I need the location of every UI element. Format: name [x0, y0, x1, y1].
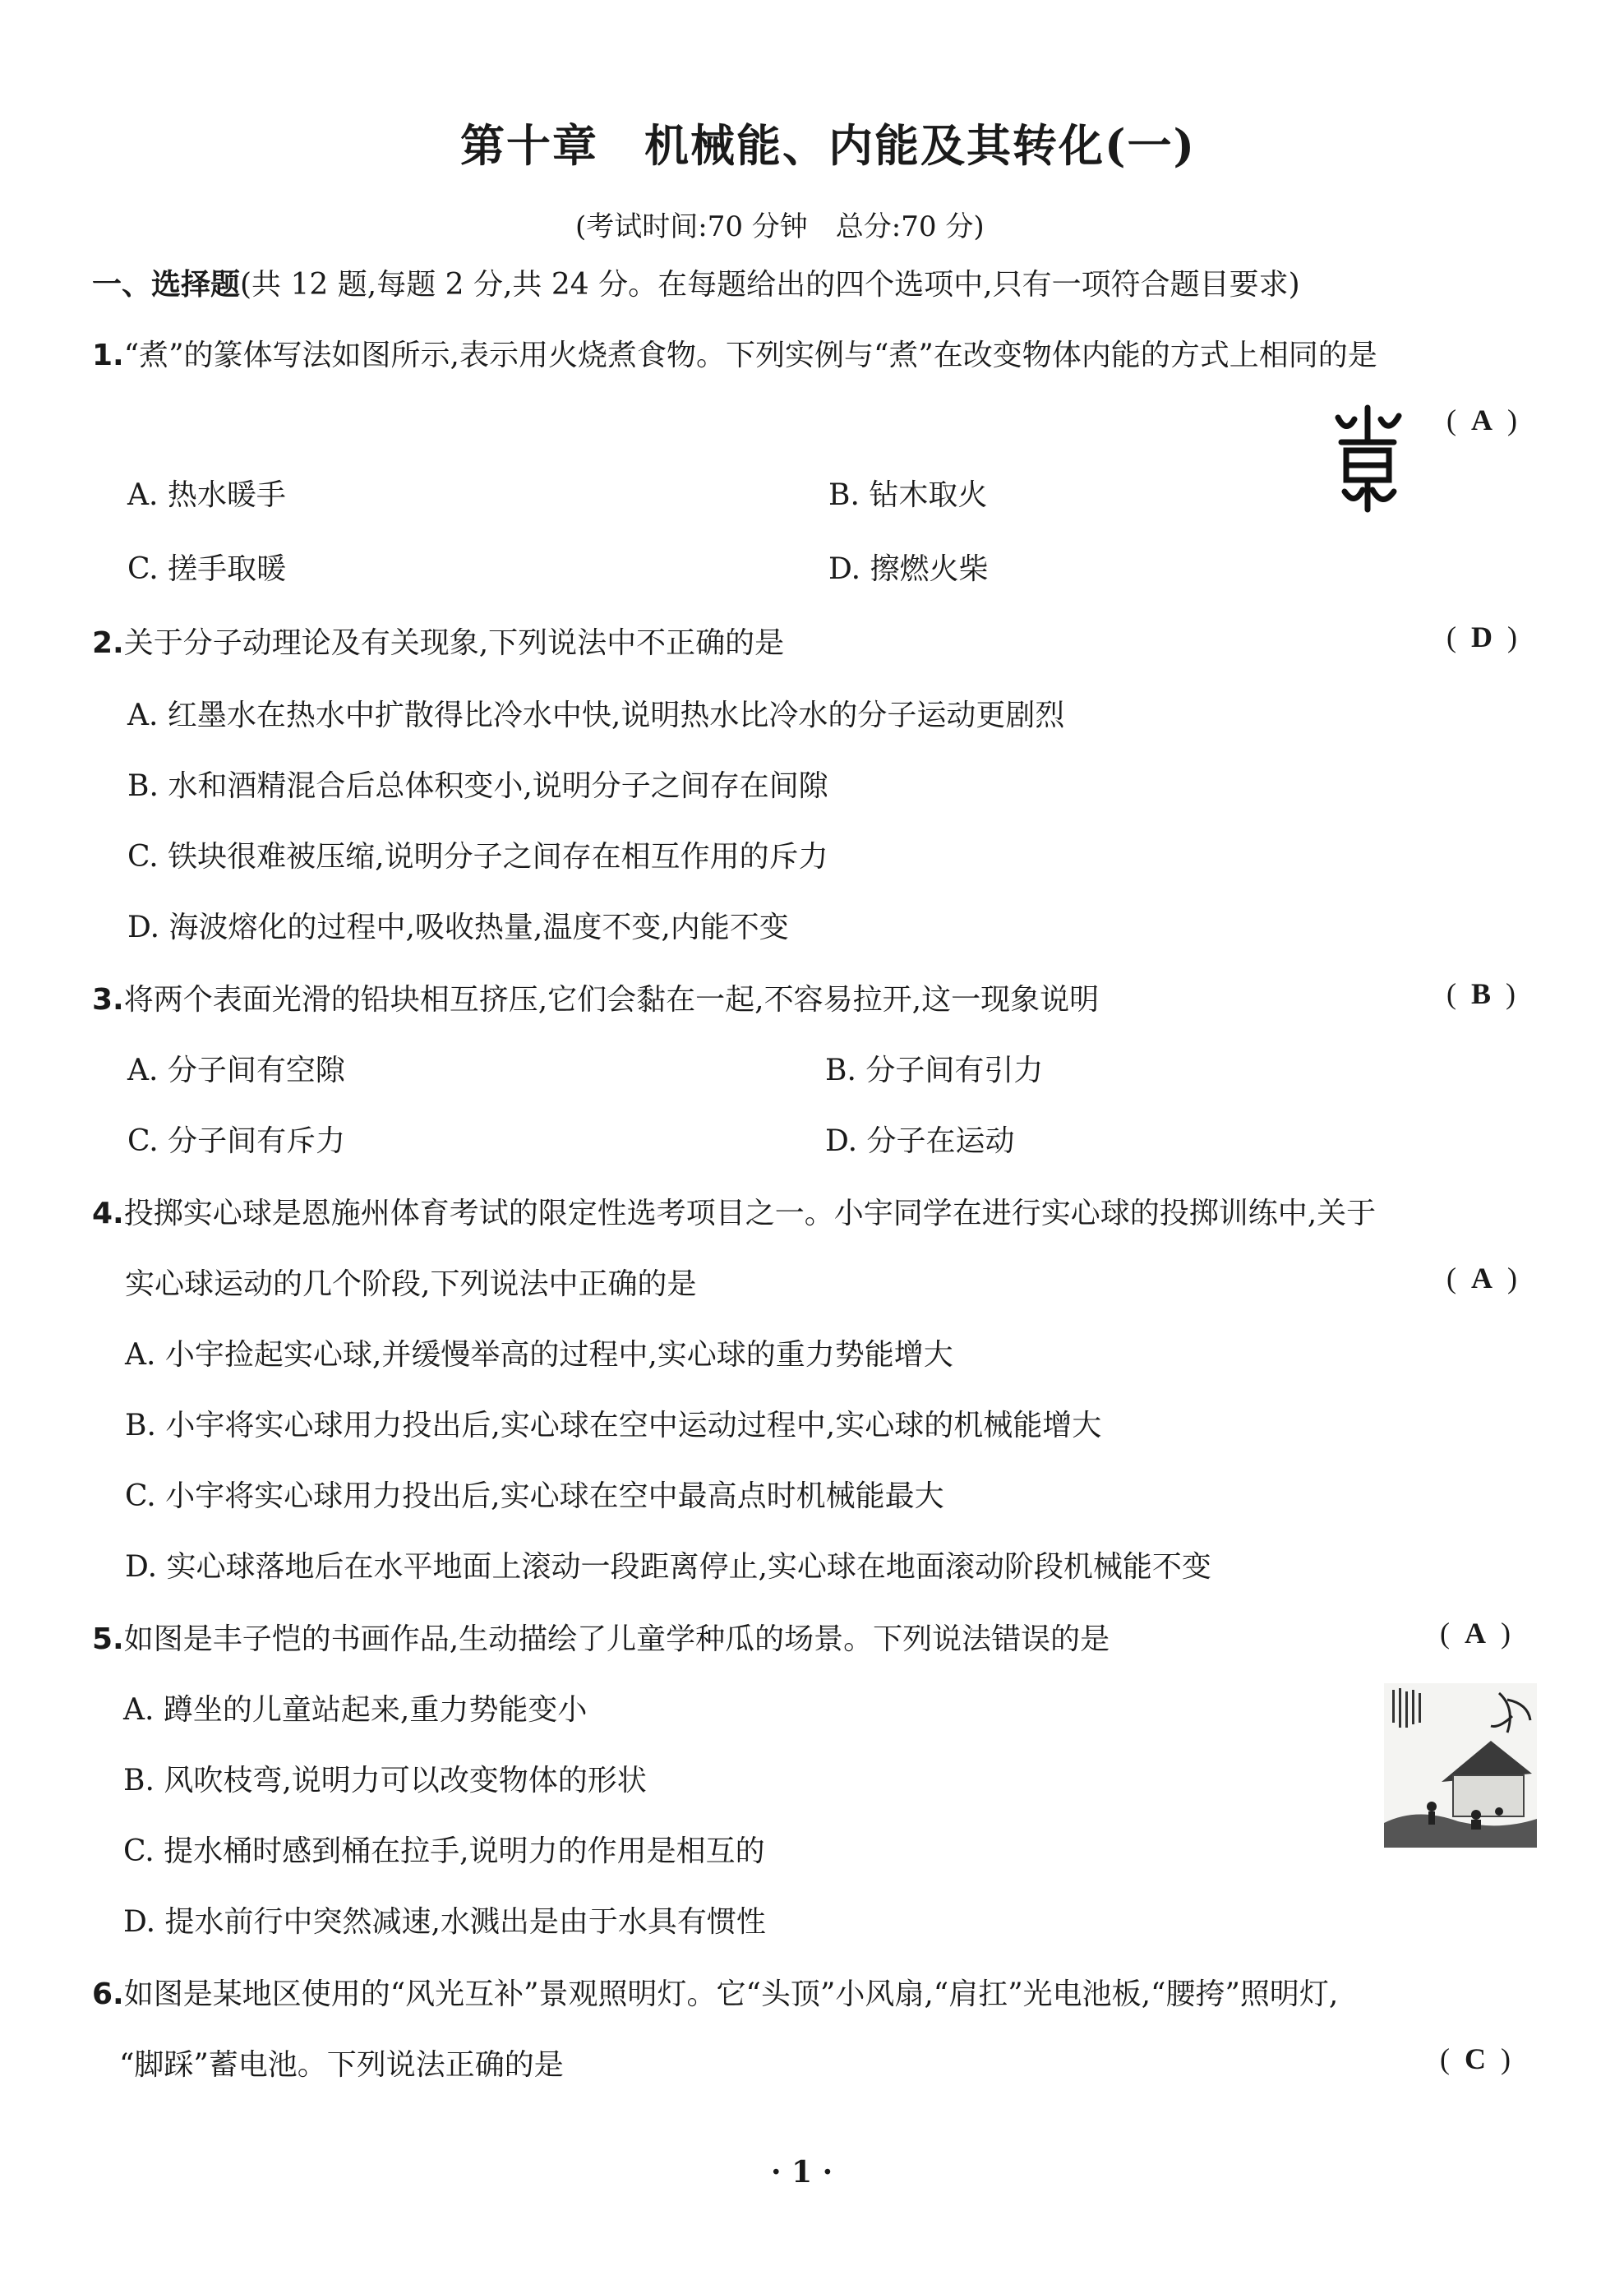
answer-mark: ( D ) — [1446, 621, 1517, 653]
option-a: A. 小宇捡起实心球,并缓慢举高的过程中,实心球的重力势能增大 — [125, 1338, 953, 1372]
answer-letter: A — [1471, 404, 1493, 436]
option-d: D. 实心球落地后在水平地面上滚动一段距离停止,实心球在地面滚动阶段机械能不变 — [125, 1550, 1211, 1584]
answer-letter: A — [1465, 1617, 1486, 1650]
option-c: C. 铁块很难被压缩,说明分子之间存在相互作用的斥力 — [127, 840, 828, 874]
section-heading — [92, 261, 1300, 303]
question-text: 如图是某地区使用的“风光互补”景观照明灯。它“头顶”小风扇,“肩扛”光电池板,“腰挎”照明灯, — [123, 1977, 1339, 2011]
answer-mark: ( C ) — [1440, 2042, 1511, 2075]
option-a: A. 分子间有空隙 — [127, 1054, 345, 1087]
answer-mark: ( B ) — [1446, 977, 1516, 1010]
answer-mark: ( A ) — [1446, 1262, 1517, 1294]
question-text: 将两个表面光滑的铅块相互挤压,它们会黏在一起,不容易拉开,这一现象说明 — [123, 983, 1100, 1017]
option-d: D. 提水前行中突然减速,水溅出是由于水具有惯性 — [123, 1905, 766, 1939]
question-text: “煮”的篆体写法如图所示,表示用火烧煮食物。下列实例与“煮”在改变物体内能的方式上相同的是 — [123, 339, 1377, 372]
option-c: C. 分子间有斥力 — [127, 1124, 346, 1158]
page-number: · 1 · — [771, 2155, 833, 2190]
answer-mark: ( A ) — [1446, 404, 1517, 436]
question-number: 5. — [92, 1622, 124, 1656]
answer-mark: ( A ) — [1440, 1617, 1511, 1650]
option-d: D. 分子在运动 — [825, 1124, 1015, 1158]
option-b: B. 风吹枝弯,说明力可以改变物体的形状 — [123, 1764, 647, 1797]
option-b: B. 分子间有引力 — [825, 1054, 1044, 1087]
question-text: 如图是丰子恺的书画作品,生动描绘了儿童学种瓜的场景。下列说法错误的是 — [123, 1622, 1110, 1656]
answer-letter: D — [1471, 621, 1493, 653]
option-d: D. 海波熔化的过程中,吸收热量,温度不变,内能不变 — [127, 911, 789, 944]
question-1-stem — [92, 332, 1377, 374]
option-c: C. 搓手取暖 — [127, 552, 287, 586]
option-b: B. 小宇将实心球用力投出后,实心球在空中运动过程中,实心球的机械能增大 — [125, 1409, 1102, 1442]
option-d: D. 擦燃火柴 — [828, 552, 989, 586]
question-4-stem-line1 — [92, 1190, 1376, 1232]
section-note: (共 12 题,每题 2 分,共 24 分。在每题给出的四个选项中,只有一项符合题目要求) — [240, 268, 1300, 302]
question-6-stem-line1 — [92, 1971, 1338, 2013]
question-number: 1. — [92, 339, 124, 372]
option-c: C. 提水桶时感到桶在拉手,说明力的作用是相互的 — [123, 1834, 765, 1868]
question-2-stem — [92, 620, 784, 662]
question-6-stem-line2: “脚踩”蓄电池。下列说法正确的是 — [119, 2048, 564, 2082]
feng-zikai-painting-image — [1384, 1683, 1537, 1848]
answer-letter: A — [1471, 1262, 1493, 1294]
seal-script-zhu-image — [1330, 401, 1405, 516]
option-b: B. 水和酒精混合后总体积变小,说明分子之间存在间隙 — [127, 769, 828, 803]
exam-info: (考试时间:70 分钟 总分:70 分) — [575, 210, 985, 243]
question-3-stem — [92, 976, 1099, 1018]
answer-letter: C — [1465, 2042, 1486, 2075]
option-a: A. 红墨水在热水中扩散得比冷水中快,说明热水比冷水的分子运动更剧烈 — [127, 699, 1065, 732]
option-a: A. 蹲坐的儿童站起来,重力势能变小 — [123, 1693, 588, 1727]
question-4-stem-line2: 实心球运动的几个阶段,下列说法中正确的是 — [125, 1267, 697, 1301]
answer-letter: B — [1471, 977, 1492, 1010]
question-5-stem — [92, 1616, 1110, 1658]
question-number: 4. — [92, 1197, 124, 1230]
option-b: B. 钻木取火 — [828, 478, 988, 512]
question-text: 投掷实心球是恩施州体育考试的限定性选考项目之一。小宇同学在进行实心球的投掷训练中,关于 — [123, 1197, 1377, 1230]
option-c: C. 小宇将实心球用力投出后,实心球在空中最高点时机械能最大 — [125, 1479, 944, 1513]
question-text: 关于分子动理论及有关现象,下列说法中不正确的是 — [123, 626, 785, 660]
question-number: 6. — [92, 1977, 124, 2011]
question-number: 2. — [92, 626, 124, 660]
question-number: 3. — [92, 983, 124, 1017]
section-label: 一、选择题 — [92, 267, 241, 302]
page-title: 第十章 机械能、内能及其转化(一) — [460, 119, 1197, 172]
option-a: A. 热水暖手 — [127, 478, 286, 512]
